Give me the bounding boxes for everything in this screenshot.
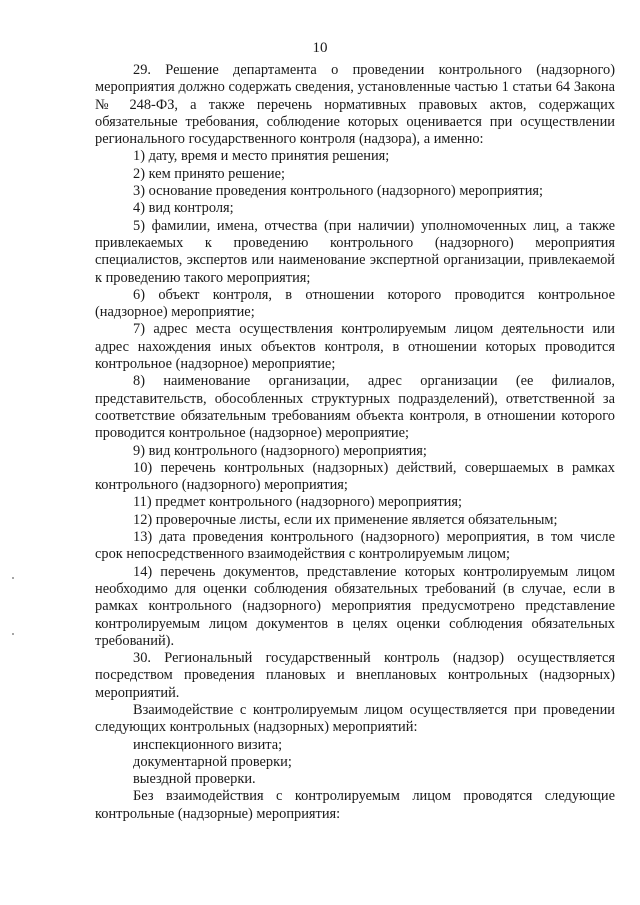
list-item: 10) перечень контрольных (надзорных) действий, совершаемых в рамках контрольного (надзорного) мероприятия; (95, 459, 615, 494)
paragraph: Без взаимодействия с контролируемым лицом проводятся следующие контрольные (надзорные) мероприятия: (95, 788, 615, 822)
scan-speck (12, 577, 14, 579)
page-number: 10 (312, 40, 328, 56)
paragraph-29: 29. Решение департамента о проведении контрольного (надзорного) мероприятия должно содержать сведения, установленные частью 1 статьи 64 Закона № 248-ФЗ, а также перечень нормативных правовых актов, содержащих обязательные требования, соблюдение которых оценивается при осуществлении регионального государственного контроля (надзора), а именно: (95, 62, 615, 148)
list-item: 4) вид контроля; (133, 200, 234, 217)
list-item: инспекционного визита; (133, 736, 283, 753)
paragraph: Взаимодействие с контролируемым лицом осуществляется при проведении следующих контрольных (надзорных) мероприятий: (95, 701, 615, 736)
list-item: 6) объект контроля, в отношении которого проводится контрольное (надзорное) мероприятие; (95, 286, 615, 321)
list-item: 3) основание проведения контрольного (надзорного) мероприятия; (133, 183, 544, 200)
list-item: 13) дата проведения контрольного (надзорного) мероприятия, в том числе срок непосредственного взаимодействия с контролируемым лицом; (95, 529, 615, 563)
list-item: 8) наименование организации, адрес организации (ее филиалов, представительств, обособленных структурных подразделений), ответственной за соответствие обязательным требованиям объекта контроля, в отношении которого проводится контрольное (надзорное) мероприятие; (95, 373, 615, 442)
document-body (95, 62, 615, 823)
list-item: 2) кем принято решение; (133, 165, 285, 182)
list-item: документарной проверки; (133, 753, 292, 770)
list-item: 14) перечень документов, представление которых контролируемым лицом необходимо для оценки соблюдения обязательных требований (в случае, если в рамках контрольного (надзорного) мероприятия предусмотрено представление контролируемым лицом документов в целях оценки соблюдения обязательных требований). (95, 563, 615, 649)
list-item: 12) проверочные листы, если их применение является обязательным; (133, 511, 558, 528)
list-item: 9) вид контрольного (надзорного) мероприятия; (133, 442, 427, 459)
list-item: 11) предмет контрольного (надзорного) мероприятия; (133, 494, 462, 511)
scan-speck (12, 633, 14, 635)
list-item: 7) адрес места осуществления контролируемым лицом деятельности или адрес нахождения иных объектов контроля, в отношении которых проводится контрольное (надзорное) мероприятие; (95, 321, 615, 373)
list-item: выездной проверки. (133, 771, 256, 788)
paragraph-30: 30. Региональный государственный контроль (надзор) осуществляется посредством проведения плановых и внеплановых контрольных (надзорных) мероприятий. (95, 650, 615, 701)
list-item: 5) фамилии, имена, отчества (при наличии) уполномоченных лиц, а также привлекаемых к проведению контрольного (надзорного) мероприятия специалистов, экспертов или наименование экспертной организации, привлекаемой к проведению такого мероприятия; (95, 217, 615, 286)
list-item: 1) дату, время и место принятия решения; (133, 148, 390, 165)
